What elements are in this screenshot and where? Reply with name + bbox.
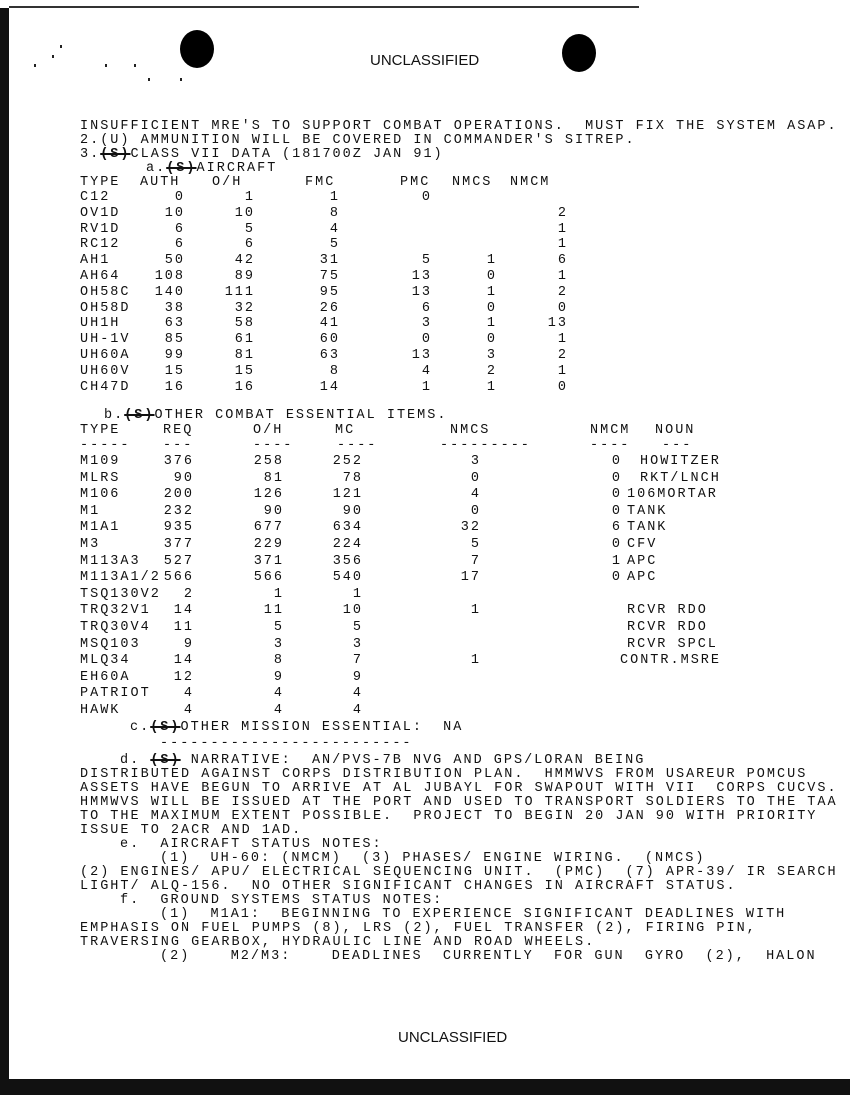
- table-cell: 7: [352, 653, 363, 669]
- table-cell: 10: [234, 205, 255, 221]
- table-cell: 15: [164, 363, 185, 379]
- table-cell: TANK: [627, 503, 668, 519]
- table-cell: 0: [611, 470, 622, 486]
- table-row: [0, 488, 850, 502]
- redacted-classification-mark: (S): [166, 161, 197, 176]
- table-cell: 90: [263, 503, 284, 519]
- table-cell: 126: [253, 487, 284, 503]
- table-cell: M113A1/2: [80, 570, 161, 586]
- table-cell: 78: [342, 470, 363, 486]
- table-cell: 0: [611, 503, 622, 519]
- table-cell: 13: [411, 348, 432, 363]
- table-cell: 677: [253, 520, 284, 536]
- table-cell: 3: [352, 636, 363, 652]
- table-cell: TRQ30V4: [80, 620, 151, 635]
- table-cell: RCVR RDO: [627, 620, 708, 635]
- table-cell: 1: [486, 253, 497, 269]
- table-cell: M113A3: [80, 553, 141, 569]
- table-cell: 81: [263, 470, 284, 486]
- combat-items-heading: [104, 409, 447, 423]
- redacted-classification-mark: (S): [150, 753, 181, 768]
- table-cell: 89: [234, 269, 255, 284]
- table-cell: 0: [611, 570, 622, 586]
- table-cell: 1: [557, 363, 568, 379]
- table-cell: 32: [234, 300, 255, 316]
- table-cell: 0: [557, 300, 568, 316]
- intro-line: INSUFFICIENT MRE'S TO SUPPORT COMBAT OPERATIONS. MUST FIX THE SYSTEM ASAP.: [80, 119, 838, 134]
- table-cell: 566: [253, 570, 284, 586]
- table-cell: 3: [421, 316, 432, 332]
- table-cell: 566: [163, 570, 194, 586]
- table-cell: MLQ34: [80, 653, 131, 669]
- table-cell: UH60V: [80, 363, 131, 379]
- table-cell: 4: [273, 686, 284, 702]
- table-cell: UH-1V: [80, 332, 131, 348]
- table-cell: 11: [263, 603, 284, 619]
- intro-line: 2.(U) AMMUNITION WILL BE COVERED IN COMMANDER'S SITREP.: [80, 133, 636, 148]
- table-row: [0, 270, 850, 284]
- table-row: [0, 365, 850, 379]
- table-cell: 634: [332, 520, 363, 536]
- table-row: [0, 302, 850, 316]
- table-cell: 0: [486, 300, 497, 316]
- table-cell: 9: [352, 669, 363, 685]
- table-row: [0, 455, 850, 469]
- table-cell: 1: [273, 586, 284, 602]
- table-cell: 0: [174, 190, 185, 205]
- ground-note-line: TRAVERSING GEARBOX, HYDRAULIC LINE AND ROAD WHEELS.: [80, 935, 596, 950]
- table-row: [0, 588, 850, 602]
- table-cell: 4: [329, 221, 340, 237]
- table-row: [0, 604, 850, 618]
- table-cell: 9: [273, 669, 284, 685]
- table-cell: 1: [611, 553, 622, 569]
- table-row: [0, 333, 850, 347]
- table-cell: 232: [163, 503, 194, 519]
- table-cell: 1: [470, 603, 481, 619]
- table-cell: 60: [319, 332, 340, 348]
- ground-note-line: EMPHASIS ON FUEL PUMPS (8), LRS (2), FUEL TRANSFER (2), FIRING PIN,: [80, 921, 757, 936]
- header-underline: ---: [662, 438, 693, 453]
- table-cell: 41: [319, 316, 340, 332]
- dash-rule: -------------------------: [160, 736, 413, 751]
- table-cell: 935: [163, 520, 194, 536]
- table-cell: 5: [352, 620, 363, 635]
- table-cell: 1: [486, 316, 497, 332]
- table-cell: 11: [173, 620, 194, 635]
- table-cell: 10: [342, 603, 363, 619]
- table-cell: 13: [411, 269, 432, 284]
- table-cell: 0: [470, 503, 481, 519]
- table-cell: 229: [253, 537, 284, 552]
- redacted-classification-mark: (S): [100, 147, 131, 162]
- table-cell: 81: [234, 348, 255, 363]
- table-cell: 4: [183, 686, 194, 702]
- column-header: NMCS: [452, 175, 493, 190]
- table-cell: 38: [164, 300, 185, 316]
- table-cell: 63: [319, 348, 340, 363]
- table-cell: 0: [486, 269, 497, 284]
- table-cell: 224: [332, 537, 363, 552]
- column-header: O/H: [253, 423, 284, 438]
- table-cell: AH64: [80, 269, 121, 284]
- classification-footer: UNCLASSIFIED: [398, 1029, 508, 1046]
- table-cell: 252: [332, 454, 363, 469]
- text: d.: [120, 753, 141, 768]
- text: NARRATIVE: AN/PVS-7B NVG AND GPS/LORAN BEING: [190, 753, 646, 768]
- column-header: REQ: [163, 423, 194, 438]
- text: OTHER MISSION ESSENTIAL: NA: [180, 720, 464, 735]
- column-header: NMCM: [590, 423, 631, 438]
- text: c.: [130, 720, 151, 735]
- table-cell: 63: [164, 316, 185, 332]
- table-row: [0, 555, 850, 569]
- table-cell: MLRS: [80, 470, 121, 486]
- table-cell: C12: [80, 190, 111, 205]
- table-cell: 8: [273, 653, 284, 669]
- scan-border-bottom: [0, 1079, 850, 1095]
- table-cell: 61: [234, 332, 255, 348]
- table-cell: 13: [547, 316, 568, 332]
- table-cell: 1: [421, 379, 432, 395]
- column-header: TYPE: [80, 175, 121, 190]
- aircraft-heading: [146, 162, 277, 176]
- table-row: [0, 505, 850, 519]
- table-cell: 108: [154, 269, 185, 284]
- narrative-line: HMMWVS WILL BE ISSUED AT THE PORT AND USED TO TRANSPORT SOLDIERS TO THE TAA: [80, 795, 838, 810]
- column-header: AUTH: [140, 175, 181, 190]
- table-row: [0, 317, 850, 331]
- aircraft-note-line: LIGHT/ ALQ-156. NO OTHER SIGNIFICANT CHANGES IN AIRCRAFT STATUS.: [80, 879, 737, 894]
- table-cell: 8: [329, 363, 340, 379]
- column-header: FMC: [305, 175, 336, 190]
- column-header: NOUN: [655, 423, 696, 438]
- table-cell: 0: [421, 332, 432, 348]
- table-cell: 376: [163, 454, 194, 469]
- table-row: [0, 254, 850, 268]
- table-cell: 4: [470, 487, 481, 503]
- table-cell: 58: [234, 316, 255, 332]
- table-cell: RV1D: [80, 221, 121, 237]
- table-cell: 14: [319, 379, 340, 395]
- table-cell: 16: [164, 379, 185, 395]
- header-underline: ---: [163, 438, 194, 453]
- table-cell: 9: [183, 636, 194, 652]
- table-cell: 42: [234, 253, 255, 269]
- table-cell: 111: [224, 284, 255, 300]
- text: AIRCRAFT: [196, 161, 278, 176]
- table-cell: OH58C: [80, 284, 131, 300]
- table-row: [0, 191, 850, 205]
- column-header: O/H: [212, 175, 243, 190]
- table-cell: 15: [234, 363, 255, 379]
- ground-note-line: (1) M1A1: BEGINNING TO EXPERIENCE SIGNIFICANT DEADLINES WITH: [160, 907, 787, 922]
- table-cell: RCVR SPCL: [627, 636, 718, 652]
- table-cell: TRQ32V1: [80, 603, 151, 619]
- table-cell: HAWK: [80, 703, 121, 718]
- column-header: NMCM: [510, 175, 551, 190]
- table-cell: 26: [319, 300, 340, 316]
- table-cell: 5: [244, 221, 255, 237]
- table-cell: 6: [174, 237, 185, 253]
- header-underline: ----: [337, 438, 378, 453]
- table-cell: 4: [352, 686, 363, 702]
- redacted-classification-mark: (S): [124, 408, 155, 423]
- table-cell: 12: [173, 669, 194, 685]
- table-cell: 0: [611, 487, 622, 503]
- table-cell: 3: [273, 636, 284, 652]
- table-cell: APC: [627, 570, 658, 586]
- table-row: [0, 687, 850, 701]
- table-cell: 2: [557, 284, 568, 300]
- table-cell: 1: [470, 653, 481, 669]
- table-cell: OV1D: [80, 205, 121, 221]
- table-cell: UH60A: [80, 348, 131, 363]
- table-cell: 75: [319, 269, 340, 284]
- mission-essential-heading: [130, 721, 463, 735]
- table-cell: 258: [253, 454, 284, 469]
- table-cell: 0: [611, 537, 622, 552]
- table-cell: EH60A: [80, 669, 131, 685]
- table-cell: 1: [329, 190, 340, 205]
- table-cell: 8: [329, 205, 340, 221]
- table-cell: CFV: [627, 537, 658, 552]
- text: 3.: [80, 147, 101, 162]
- table-cell: 140: [154, 284, 185, 300]
- table-cell: 5: [421, 253, 432, 269]
- table-cell: RCVR RDO: [627, 603, 708, 619]
- aircraft-note-line: (1) UH-60: (NMCM) (3) PHASES/ ENGINE WIRING. (NMCS): [160, 851, 706, 866]
- table-cell: 2: [557, 205, 568, 221]
- table-cell: 106MORTAR: [627, 487, 718, 503]
- table-cell: 1: [244, 190, 255, 205]
- table-row: [0, 349, 850, 363]
- table-cell: 2: [486, 363, 497, 379]
- table-row: [0, 638, 850, 652]
- punch-hole-right: [562, 34, 596, 72]
- table-cell: 99: [164, 348, 185, 363]
- column-header: TYPE: [80, 423, 121, 438]
- table-cell: 540: [332, 570, 363, 586]
- table-cell: RKT/LNCH: [640, 470, 721, 486]
- table-row: [0, 654, 850, 668]
- table-cell: 13: [411, 284, 432, 300]
- section-3-heading: [80, 148, 444, 162]
- table-cell: 0: [486, 332, 497, 348]
- table-cell: M106: [80, 487, 121, 503]
- table-cell: HOWITZER: [640, 454, 721, 469]
- table-row: [0, 621, 850, 635]
- table-row: [0, 207, 850, 221]
- table-cell: M3: [80, 537, 101, 552]
- table-cell: 90: [342, 503, 363, 519]
- table-cell: 1: [486, 379, 497, 395]
- table-cell: 1: [486, 284, 497, 300]
- table-row: [0, 538, 850, 552]
- narrative-heading: [120, 754, 645, 768]
- table-cell: 377: [163, 537, 194, 552]
- table-cell: MSQ103: [80, 636, 141, 652]
- table-cell: 6: [244, 237, 255, 253]
- table-cell: 4: [183, 703, 194, 718]
- table-cell: 2: [183, 586, 194, 602]
- table-cell: CH47D: [80, 379, 131, 395]
- table-cell: 10: [164, 205, 185, 221]
- text: OTHER COMBAT ESSENTIAL ITEMS.: [154, 408, 448, 423]
- table-cell: 1: [557, 269, 568, 284]
- column-header: MC: [335, 423, 356, 438]
- narrative-line: DISTRIBUTED AGAINST CORPS DISTRIBUTION PLAN. HMMWVS FROM USAREUR POMCUS: [80, 767, 808, 782]
- header-underline: ----: [590, 438, 631, 453]
- text: a.: [146, 161, 167, 176]
- aircraft-notes-heading: e. AIRCRAFT STATUS NOTES:: [120, 837, 383, 852]
- table-cell: 6: [611, 520, 622, 536]
- table-row: [0, 223, 850, 237]
- table-cell: UH1H: [80, 316, 121, 332]
- table-cell: APC: [627, 553, 658, 569]
- header-underline: ---------: [440, 438, 531, 453]
- table-cell: 5: [329, 237, 340, 253]
- table-cell: 85: [164, 332, 185, 348]
- column-header: PMC: [400, 175, 431, 190]
- table-cell: 14: [173, 653, 194, 669]
- text: CLASS VII DATA (181700Z JAN 91): [130, 147, 444, 162]
- table-cell: 0: [421, 190, 432, 205]
- classification-header: UNCLASSIFIED: [370, 52, 480, 69]
- table-cell: 200: [163, 487, 194, 503]
- table-cell: 4: [352, 703, 363, 718]
- table-row: [0, 238, 850, 252]
- table-row: [0, 381, 850, 395]
- table-cell: TANK: [627, 520, 668, 536]
- table-cell: 90: [173, 470, 194, 486]
- table-cell: M1A1: [80, 520, 121, 536]
- table-cell: 0: [557, 379, 568, 395]
- table-cell: 3: [470, 454, 481, 469]
- punch-hole-left: [180, 30, 214, 68]
- scan-border-top: [9, 6, 639, 8]
- table-cell: 4: [273, 703, 284, 718]
- table-cell: 6: [421, 300, 432, 316]
- ground-note-line: (2) M2/M3: DEADLINES CURRENTLY FOR GUN GYRO (2), HALON: [160, 949, 817, 964]
- table-cell: 527: [163, 553, 194, 569]
- text: [181, 753, 191, 768]
- header-underline: -----: [80, 438, 131, 453]
- table-cell: RC12: [80, 237, 121, 253]
- table-cell: CONTR.MSRE: [620, 653, 722, 669]
- redacted-classification-mark: (S): [150, 720, 181, 735]
- aircraft-note-line: (2) ENGINES/ APU/ ELECTRICAL SEQUENCING UNIT. (PMC) (7) APR-39/ IR SEARCH: [80, 865, 838, 880]
- table-row: [0, 671, 850, 685]
- table-row: [0, 286, 850, 300]
- narrative-line: ISSUE TO 2ACR AND 1AD.: [80, 823, 303, 838]
- table-cell: 50: [164, 253, 185, 269]
- ground-notes-heading: f. GROUND SYSTEMS STATUS NOTES:: [120, 893, 444, 908]
- table-cell: 4: [421, 363, 432, 379]
- text: b.: [104, 408, 125, 423]
- table-cell: AH1: [80, 253, 111, 269]
- header-underline: ----: [253, 438, 294, 453]
- narrative-line: ASSETS HAVE BEGUN TO ARRIVE AT AL JUBAYL FOR SWAPOUT WITH VII CORPS CUCVS.: [80, 781, 838, 796]
- table-cell: 1: [557, 237, 568, 253]
- table-cell: 1: [557, 221, 568, 237]
- table-row: [0, 521, 850, 535]
- table-cell: 356: [332, 553, 363, 569]
- table-cell: TSQ130V2: [80, 586, 161, 602]
- table-cell: 121: [332, 487, 363, 503]
- column-header: NMCS: [450, 423, 491, 438]
- table-cell: 5: [273, 620, 284, 635]
- table-cell: 3: [486, 348, 497, 363]
- table-cell: 95: [319, 284, 340, 300]
- table-row: [0, 571, 850, 585]
- table-cell: 0: [611, 454, 622, 469]
- table-cell: 17: [460, 570, 481, 586]
- table-cell: 2: [557, 348, 568, 363]
- table-cell: 0: [470, 470, 481, 486]
- text: [140, 753, 150, 768]
- table-cell: M109: [80, 454, 121, 469]
- table-cell: 6: [174, 221, 185, 237]
- table-cell: 1: [352, 586, 363, 602]
- narrative-line: TO THE MAXIMUM EXTENT POSSIBLE. PROJECT TO BEGIN 20 JAN 90 WITH PRIORITY: [80, 809, 818, 824]
- table-row: [0, 704, 850, 718]
- table-cell: M1: [80, 503, 101, 519]
- table-cell: 32: [460, 520, 481, 536]
- table-cell: PATRIOT: [80, 686, 151, 702]
- table-cell: OH58D: [80, 300, 131, 316]
- table-cell: 31: [319, 253, 340, 269]
- table-cell: 7: [470, 553, 481, 569]
- table-cell: 6: [557, 253, 568, 269]
- table-cell: 14: [173, 603, 194, 619]
- table-row: [0, 472, 850, 486]
- table-cell: 16: [234, 379, 255, 395]
- table-cell: 1: [557, 332, 568, 348]
- table-cell: 371: [253, 553, 284, 569]
- table-cell: 5: [470, 537, 481, 552]
